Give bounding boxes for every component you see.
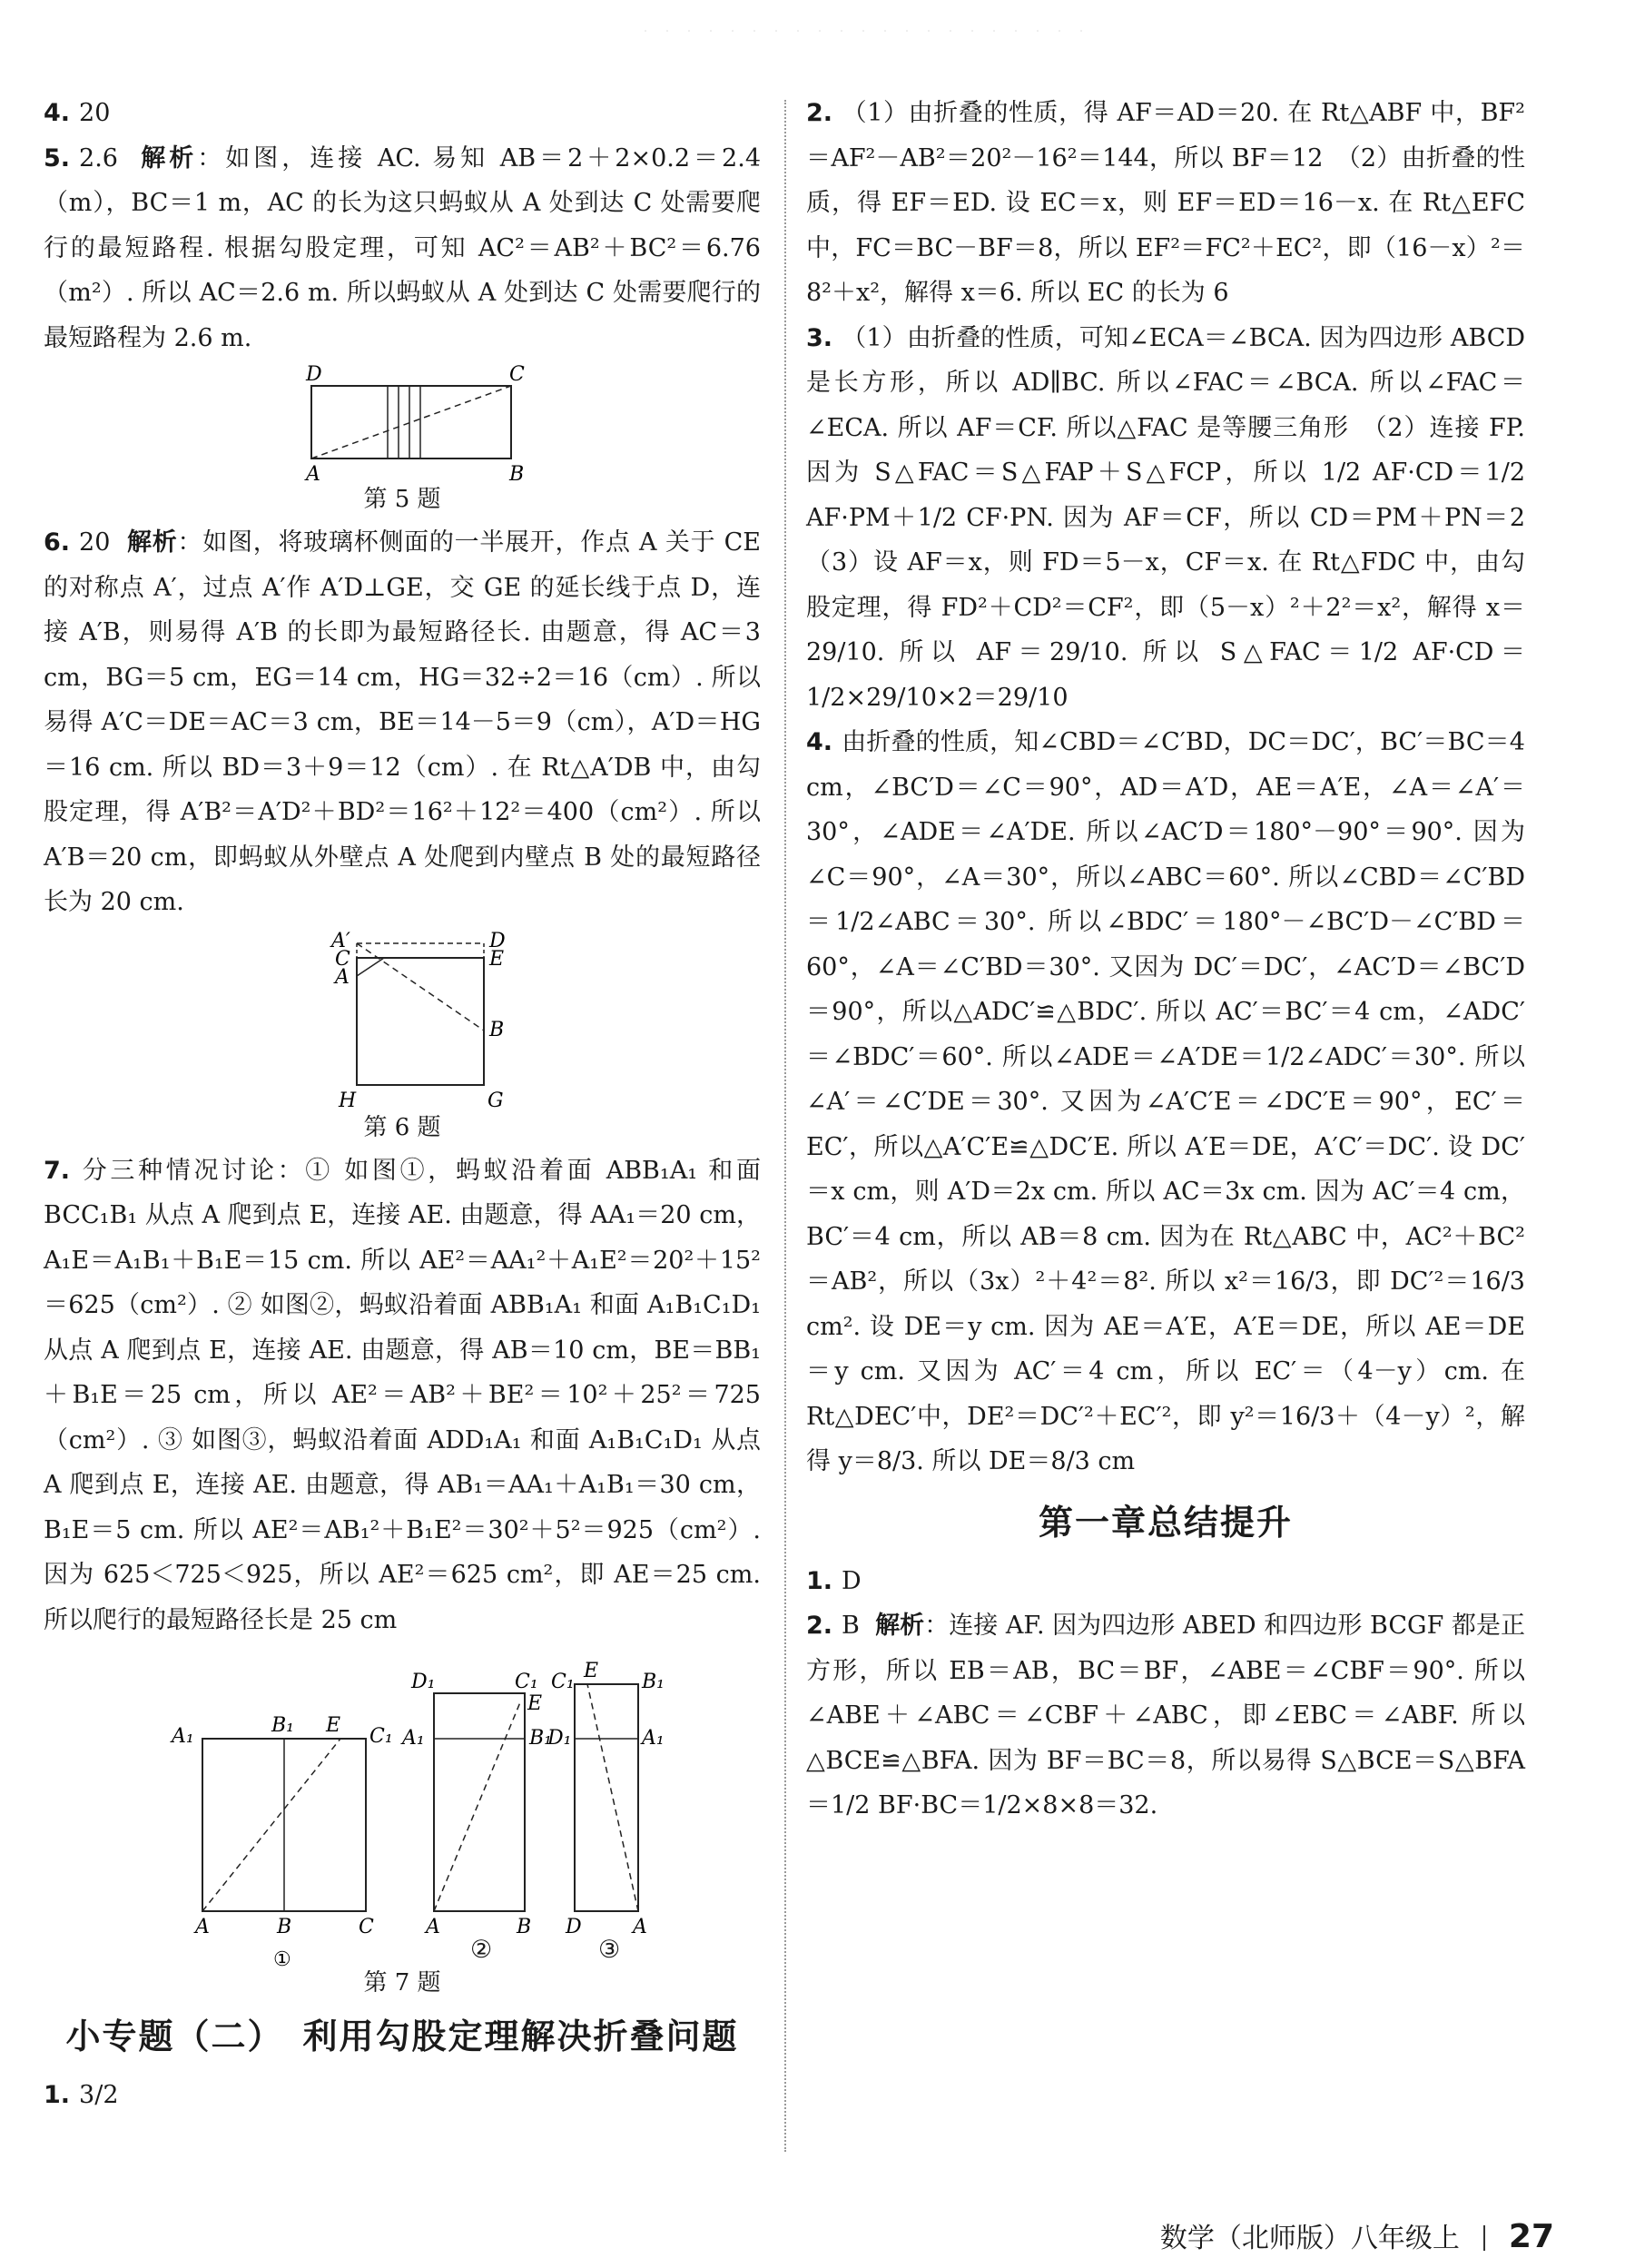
fig6-label-H: H: [339, 1089, 357, 1112]
svg-text:E: E: [326, 1714, 341, 1737]
section-title-chapter-summary: 第一章总结提升: [1038, 1502, 1293, 1543]
svg-text:C: C: [359, 1916, 374, 1938]
figure-7-3: [547, 1660, 665, 1938]
section-title-folding: 小专题（二） 利用勾股定理解决折叠问题: [65, 2017, 739, 2056]
figure-7-caption: 第 7 题: [363, 1969, 441, 1997]
svg-text:D₁: D₁: [547, 1727, 572, 1750]
fig5-label-B: B: [509, 463, 525, 486]
footer-separator: [1483, 2225, 1485, 2251]
figure-6-caption: 第 6 题: [363, 1113, 441, 1141]
topic-answer-2: 2. （1）由折叠的性质，得 AF＝AD＝20. 在 Rt△ABF 中，BF²＝AF²－AB²＝20²－16²＝144，所以 BF＝12 （2）由折叠的性质，得 EF＝ED. 设 EC＝x，则 EF＝ED＝16－x. 在 Rt△EFC 中，FC＝BC－BF＝8，所以 EF²＝FC²＋EC²，即（16－x）²＝8²＋x²，解得 x＝6. 所以 EC 的长为 6: [806, 99, 1525, 307]
svg-text:A: A: [633, 1916, 647, 1938]
svg-text:D₁: D₁: [411, 1671, 436, 1693]
topic-answer-3: 3. （1）由折叠的性质，可知∠ECA＝∠BCA. 因为四边形 ABCD 是长方形，所以 AD∥BC. 所以∠FAC＝∠BCA. 所以∠FAC＝∠ECA. 所以 AF＝CF. 所以△FAC 是等腰三角形 （2）连接 FP. 因为 S△FAC＝S△FAP＋S△FCP，所以 1/2 AF·CD＝1/2 AF·PM＋1/2 CF·PN. 因为 AF＝CF，所以 CD＝PM＋PN＝2 （3）设 AF＝x，则 FD＝5－x，CF＝x. 在 Rt△FDC 中，由勾股定理，得 FD²＋CD²＝CF²，即（5－x）²＋2²＝x²，解得 x＝29/10. 所以 AF＝29/10. 所以 S△FAC＝1/2 AF·CD＝1/2×29/10×2＝29/10: [806, 323, 1550, 712]
topic-answer-1: 1. 3/2: [44, 2081, 119, 2109]
fig6-label-E: E: [489, 947, 505, 971]
svg-text:A: A: [195, 1916, 210, 1938]
svg-text:B₁: B₁: [529, 1727, 552, 1750]
svg-text:C₁: C₁: [515, 1671, 538, 1693]
scan-marks: [635, 20, 1089, 38]
svg-text:A₁: A₁: [172, 1725, 194, 1748]
fig6-label-A: A: [335, 965, 350, 989]
svg-text:B₁: B₁: [642, 1671, 665, 1693]
svg-text:A: A: [426, 1916, 440, 1938]
figure-7-2: [400, 1671, 552, 1938]
figure-6: [293, 931, 511, 1112]
page-number: 27: [1508, 2218, 1554, 2255]
svg-text:①: ①: [273, 1948, 291, 1971]
topic-answer-4: 4. 由折叠的性质，知∠CBD＝∠C′BD，DC＝DC′，BC′＝BC＝4 cm，∠BC′D＝∠C＝90°，AD＝A′D，AE＝A′E，∠A＝∠A′＝30°，∠ADE＝∠A′DE. 所以∠AC′D＝180°－90°＝90°. 因为∠C＝90°，∠A＝30°，所以∠ABC＝60°. 所以∠CBD＝∠C′BD＝1/2∠ABC＝30°. 所以∠BDC′＝180°－∠BC′D－∠C′BD＝60°，∠A＝∠C′BD＝30°. 又因为 DC′＝DC′，∠AC′D＝∠BC′D＝90°，所以△ADC′≌△BDC′. 所以 AC′＝BC′＝4 cm，∠ADC′＝∠BDC′＝60°. 所以∠ADE＝∠A′DE＝1/2∠ADC′＝30°. 所以∠A′＝∠C′DE＝30°. 又因为∠A′C′E＝∠DC′E＝90°，EC′＝EC′，所以△A′C′E≌△DC′E. 所以 A′E＝DE，A′C′＝DC′. 设 DC′＝x cm，则 A′D＝2x cm. 所以 AC＝3x cm. 因为 AC′＝4 cm，BC′＝4 cm，所以 AB＝8 cm. 因为在 Rt△ABC 中，AC²＋BC²＝AB²，所以（3x）²＋4²＝8². 所以 x²＝16/3，即 DC′²＝16/3 cm². 设 DE＝y cm. 因为 AE＝A′E，A′E＝DE，所以 AE＝DE＝y cm. 又因为 AC′＝4 cm，所以 EC′＝（4－y）cm. 在 Rt△DEC′中，DE²＝DC′²＋EC′²，即 y²＝16/3＋（4－y）²，解得 y＝8/3. 所以 DE＝8/3 cm: [806, 728, 1525, 1475]
figure-5-caption: 第 5 题: [363, 486, 441, 513]
figure-7-1: [170, 1714, 393, 1971]
svg-text:B: B: [277, 1916, 292, 1938]
summary-answer-2: 2. B 解析：连接 AF. 因为四边形 ABED 和四边形 BCGF 都是正方形，所以 EB＝AB，BC＝BF，∠ABE＝∠CBF＝90°. 所以∠ABE＋∠ABC＝∠CBF＋∠ABC，即∠EBC＝∠ABF. 所以△BCE≌△BFA. 因为 BF＝BC＝8，所以易得 S△BCE＝S△BFA＝1/2 BF·BC＝1/2×8×8＝32.: [806, 1612, 1525, 1819]
fig5-label-D: D: [306, 363, 322, 386]
fig6-label-G: G: [488, 1089, 504, 1112]
book-title: 数学（北师版）八年级上: [1159, 2223, 1460, 2254]
answer-6: 6. 20 解析：如图，将玻璃杯侧面的一半展开，作点 A 关于 CE 的对称点 A′，过点 A′作 A′D⊥GE，交 GE 的延长线于点 D，连接 A′B，则易得 A′B 的长即为最短路径长. 由题意，得 AC＝3 cm，BG＝5 cm，EG＝14 cm，HG＝32÷2＝16（cm）. 所以易得 A′C＝DE＝AC＝3 cm，BE＝14－5＝9（cm），A′D＝HG＝16 cm. 所以 BD＝3＋9＝12（cm）. 在 Rt△A′DB 中，由勾股定理，得 A′B²＝A′D²＋BD²＝16²＋12²＝400（cm²）. 所以 A′B＝20 cm，即蚂蚁从外壁点 A 处爬到内壁点 B 处的最短路径长为 20 cm.: [44, 528, 761, 916]
svg-text:A₁: A₁: [642, 1727, 665, 1750]
fig6-label-D: D: [489, 929, 506, 952]
fig5-label-A: A: [306, 463, 320, 486]
svg-text:E: E: [584, 1660, 599, 1682]
answer-7: 7. 分三种情况讨论：① 如图①，蚂蚁沿着面 ABB₁A₁ 和面 BCC₁B₁ 从点 A 爬到点 E，连接 AE. 由题意，得 AA₁＝20 cm，A₁E＝A₁B₁＋B₁E＝15 cm. 所以 AE²＝AA₁²＋A₁E²＝20²＋15²＝625（cm²）. ② 如图②，蚂蚁沿着面 ABB₁A₁ 和面 A₁B₁C₁D₁ 从点 A 爬到点 E，连接 AE. 由题意，得 AB＝10 cm，BE＝BB₁＋B₁E＝25 cm，所以 AE²＝AB²＋BE²＝10²＋25²＝725（cm²）. ③ 如图③，蚂蚁沿着面 ADD₁A₁ 和面 A₁B₁C₁D₁ 从点 A 爬到点 E，连接 AE. 由题意，得 AB₁＝AA₁＋A₁B₁＝30 cm，B₁E＝5 cm. 所以 AE²＝AB₁²＋B₁E²＝30²＋5²＝925（cm²）. 因为 625＜725＜925，所以 AE²＝625 cm²，即 AE＝25 cm. 所以爬行的最短路径长是 25 cm: [44, 1156, 761, 1634]
left-column: [44, 91, 761, 2118]
svg-text:C₁: C₁: [551, 1671, 575, 1693]
figure-7-sub3-label: ③: [598, 1936, 621, 1964]
figure-7: [112, 1648, 693, 1971]
page-footer: [1159, 2218, 1554, 2255]
fig6-label-B: B: [489, 1018, 505, 1041]
summary-answer-1: 1. D: [806, 1566, 862, 1595]
figure-7-sub2-label: ②: [470, 1936, 493, 1964]
fig5-label-C: C: [509, 363, 525, 386]
answer-5: 5. 2.6 解析：如图，连接 AC. 易知 AB＝2＋2×0.2＝2.4（m），BC＝1 m，AC 的长为这只蚂蚁从 A 处到达 C 处需要爬行的最短路程. 根据勾股定理，可知 AC²＝AB²＋BC²＝6.76（m²）. 所以 AC＝2.6 m. 所以蚂蚁从 A 处到达 C 处需要爬行的最短路程为 2.6 m.: [44, 143, 762, 352]
fig6-label-C: C: [335, 947, 350, 971]
answer-4: 4. 20: [44, 99, 111, 127]
svg-text:E: E: [527, 1692, 543, 1715]
figure-5: [266, 363, 538, 486]
svg-text:C₁: C₁: [369, 1725, 393, 1748]
right-column: [806, 91, 1550, 1829]
svg-text:D: D: [566, 1916, 582, 1938]
svg-text:A₁: A₁: [402, 1727, 425, 1750]
svg-text:B: B: [517, 1916, 532, 1938]
svg-text:B₁: B₁: [271, 1714, 294, 1737]
column-divider: [784, 100, 786, 2152]
fig6-label-A1: A′: [331, 929, 350, 952]
